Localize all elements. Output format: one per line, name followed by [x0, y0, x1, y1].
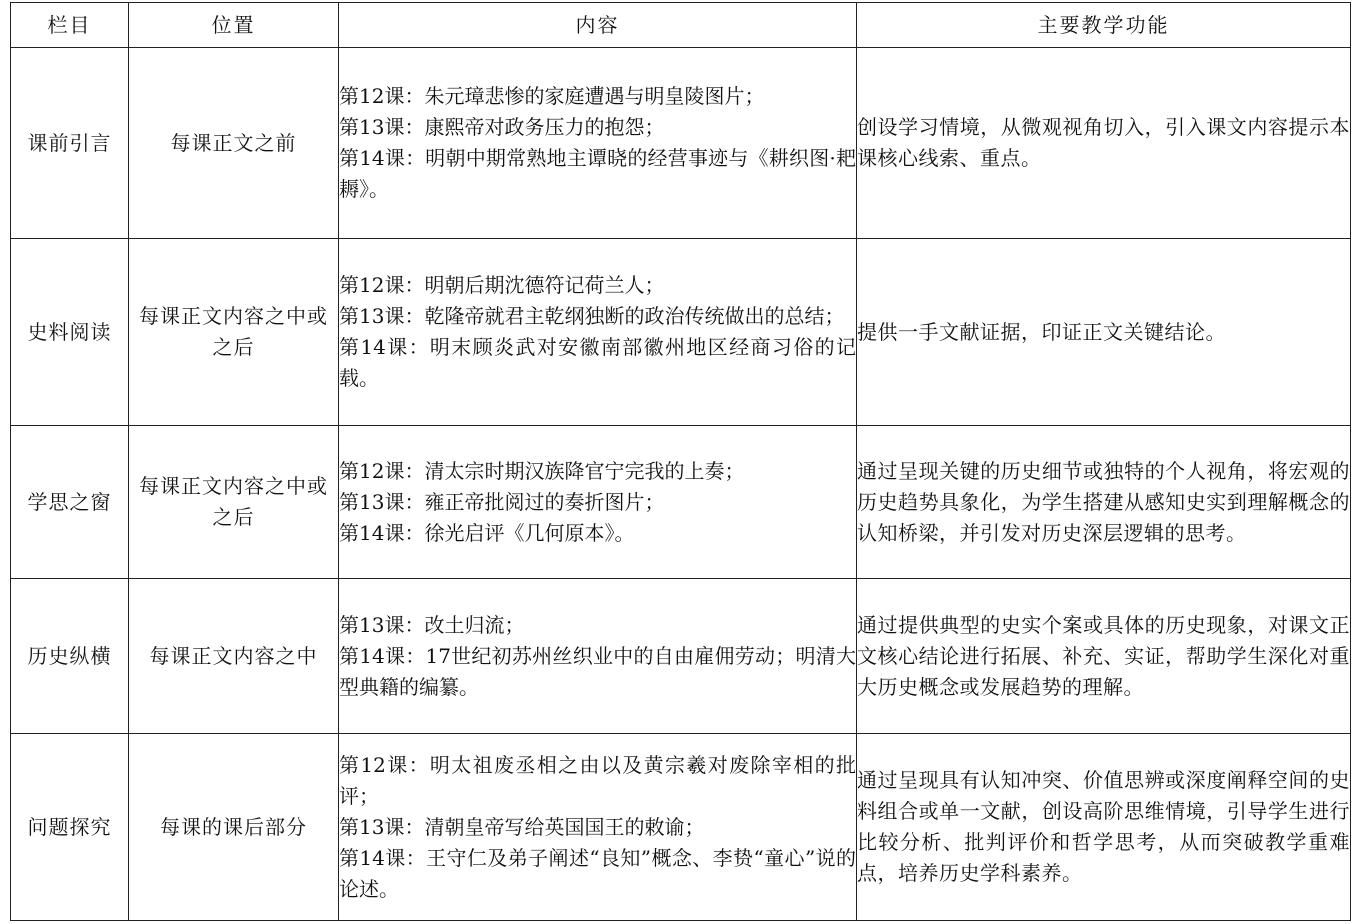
- header-position: 位置: [129, 3, 339, 48]
- content-line: 第14课：徐光启评《几何原本》。: [339, 520, 635, 545]
- content-line: 第12课：清太宗时期汉族降官宁完我的上奏；: [339, 458, 745, 483]
- row-column-name: 问题探究: [11, 734, 129, 921]
- content-line: 第13课：康熙帝对政务压力的抱怨；: [339, 115, 665, 139]
- content-line: 第13课：雍正帝批阅过的奏折图片；: [339, 489, 665, 514]
- content-line: 第14课：王守仁及弟子阐述“良知”概念、李贽“童心”说的论述。: [339, 845, 856, 901]
- header-content: 内容: [339, 3, 857, 48]
- row-position: 每课正文内容之中或之后: [129, 239, 339, 426]
- row-column-name: 历史纵横: [11, 579, 129, 734]
- content-line: 第14课：明末顾炎武对安徽南部徽州地区经商习俗的记载。: [339, 335, 856, 390]
- table-row: [11, 239, 1351, 426]
- row-content: [339, 239, 857, 426]
- row-position: 每课正文内容之中或之后: [129, 426, 339, 579]
- content-line: 第13课：乾隆帝就君主乾纲独断的政治传统做出的总结；: [339, 304, 845, 328]
- row-function: 通过呈现关键的历史细节或独特的个人视角，将宏观的历史趋势具象化，为学生搭建从感知史实到理解概念的认知桥梁，并引发对历史深层逻辑的思考。: [857, 426, 1351, 579]
- table-row: [11, 734, 1351, 921]
- feature-table: [10, 2, 1351, 921]
- row-position: 每课的课后部分: [129, 734, 339, 921]
- content-line: 第13课：清朝皇帝写给英国国王的敕谕；: [339, 814, 705, 839]
- row-content: [339, 734, 857, 921]
- row-position: 每课正文内容之中: [129, 579, 339, 734]
- row-content: [339, 48, 857, 239]
- row-function: 创设学习情境，从微观视角切入，引入课文内容提示本课核心线索、重点。: [857, 48, 1351, 239]
- row-function: 提供一手文献证据，印证正文关键结论。: [857, 239, 1351, 426]
- row-position: 每课正文之前: [129, 48, 339, 239]
- row-content: [339, 579, 857, 734]
- row-function: 通过呈现具有认知冲突、价值思辨或深度阐释空间的史料组合或单一文献，创设高阶思维情境，引导学生进行比较分析、批判评价和哲学思考，从而突破教学重难点，培养历史学科素养。: [857, 734, 1351, 921]
- content-line: 第14课：17世纪初苏州丝织业中的自由雇佣劳动；明清大型典籍的编纂。: [339, 643, 856, 699]
- header-row: [11, 3, 1351, 48]
- table-row: [11, 579, 1351, 734]
- header-function: 主要教学功能: [857, 3, 1351, 48]
- content-line: 第12课：明朝后期沈德符记荷兰人；: [339, 273, 665, 297]
- content-line: 第12课：明太祖废丞相之由以及黄宗羲对废除宰相的批评；: [339, 752, 856, 808]
- row-column-name: 学思之窗: [11, 426, 129, 579]
- header-column: 栏目: [11, 3, 129, 48]
- row-content: [339, 426, 857, 579]
- table-row: [11, 426, 1351, 579]
- row-column-name: 课前引言: [11, 48, 129, 239]
- content-line: 第12课：朱元璋悲惨的家庭遭遇与明皇陵图片；: [339, 84, 765, 108]
- content-line: 第13课：改土归流；: [339, 612, 525, 637]
- content-line: 第14课：明朝中期常熟地主谭晓的经营事迹与《耕织图·耙耨》。: [339, 146, 856, 201]
- row-function: 通过提供典型的史实个案或具体的历史现象，对课文正文核心结论进行拓展、补充、实证，帮助学生深化对重大历史概念或发展趋势的理解。: [857, 579, 1351, 734]
- row-column-name: 史料阅读: [11, 239, 129, 426]
- table-row: [11, 48, 1351, 239]
